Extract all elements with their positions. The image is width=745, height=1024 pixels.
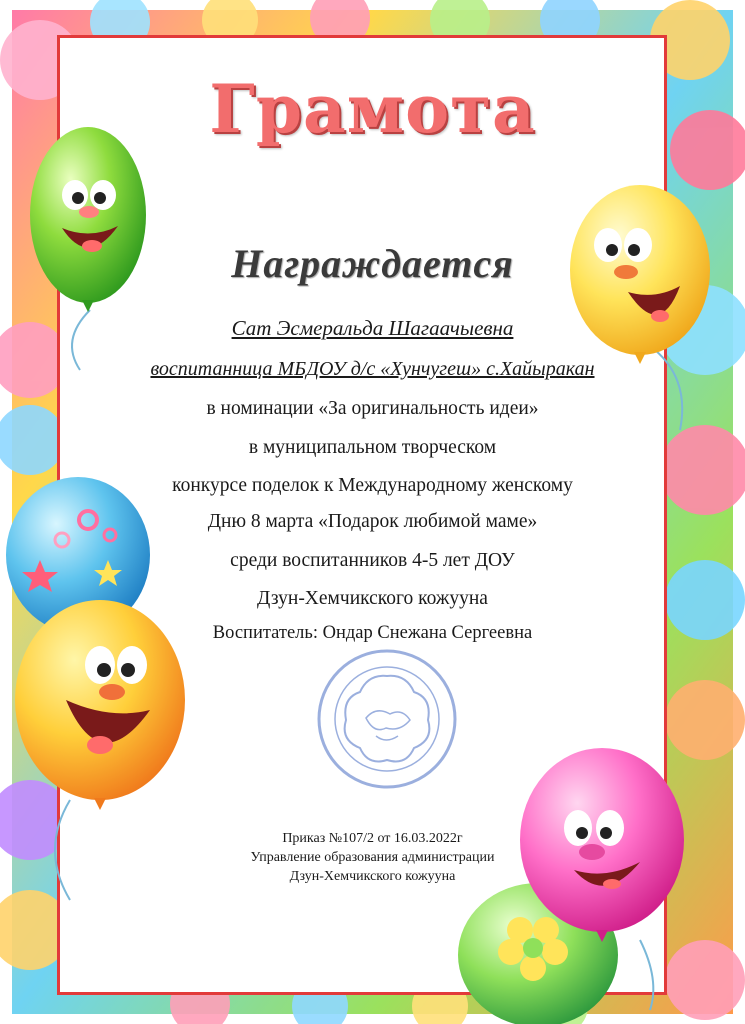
certificate-title: Грамота <box>209 70 536 148</box>
recipient-info: воспитанница МБДОУ д/с «Хунчугеш» с.Хайыракан <box>150 358 595 380</box>
teacher-line: Воспитатель: Ондар Снежана Сергеевна <box>212 623 533 643</box>
stamp-seal-icon <box>316 648 458 790</box>
body-line: Дзун-Хемчикского кожууна <box>257 588 488 609</box>
body-line: в муниципальном творческом <box>248 437 497 458</box>
recipient-info-line <box>0 358 745 381</box>
body-line: среди воспитанников 4-5 лет ДОУ <box>230 550 515 571</box>
recipient-name-line <box>0 316 745 341</box>
body-line: конкурсе поделок к Международному женскому <box>172 475 573 496</box>
body-line: Дню 8 марта «Подарок любимой маме» <box>207 511 538 532</box>
body-line: в номинации «За оригинальность идеи» <box>206 398 539 419</box>
order-line: Дзун-Хемчикского кожууна <box>289 869 456 884</box>
order-line: Приказ №107/2 от 16.03.2022г <box>282 831 463 846</box>
awarded-heading: Награждается <box>231 241 514 286</box>
recipient-name: Сат Эсмеральда Шагаачыевна <box>231 316 514 340</box>
order-line: Управление образования администрации <box>250 850 495 865</box>
